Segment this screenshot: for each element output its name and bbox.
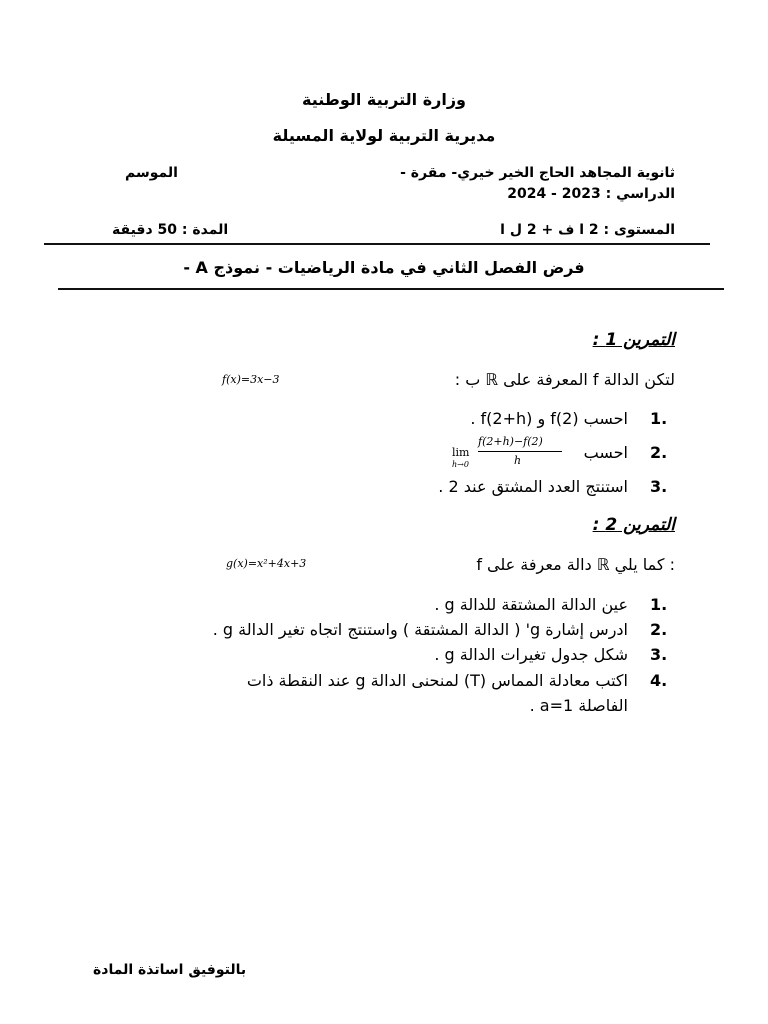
header-top-rule xyxy=(44,243,710,245)
school-year: الدراسي : 2023 - 2024 xyxy=(507,186,675,202)
school-name: ثانوية المجاهد الحاج الخير خيري- مقرة - xyxy=(400,165,675,181)
header-bottom-rule xyxy=(58,288,724,290)
exercise1-item2-text: احسب xyxy=(583,443,628,462)
exercise1-heading: التمرين 1 : xyxy=(592,330,675,350)
exercise2-item1-number: 1. xyxy=(650,595,668,614)
exercise2-item3-text: شكل جدول تغيرات الدالة g . xyxy=(434,645,628,664)
exercise2-item2-text: ادرس إشارة g' ( الدالة المشتقة ) واستنتج اتجاه تغير الدالة g . xyxy=(212,620,628,639)
duration-info: المدة : 50 دقيقة xyxy=(112,222,229,238)
exercise2-item2-number: 2. xyxy=(650,620,668,639)
exercise2-item4-text-cont: الفاصلة a=1 . xyxy=(529,696,628,715)
limit-label: lim xyxy=(452,446,470,459)
fraction-bar xyxy=(478,451,562,452)
exercise1-item3-number: 3. xyxy=(650,477,668,496)
exercise2-intro: f دالة معرفة على ℝ كما يلي : xyxy=(476,555,675,574)
footer-wish: بالتوفيق اساتذة المادة xyxy=(93,962,247,978)
level-info: المستوى : 2 ا ف + 2 ل ا xyxy=(500,222,675,238)
limit-denominator: h xyxy=(514,454,522,467)
exercise2-item4-text: اكتب معادلة المماس (T) لمنحنى الدالة g عند النقطة ذات xyxy=(246,671,628,690)
exercise1-item1-text: احسب f(2) و f(2+h) . xyxy=(470,409,628,428)
ministry-title: وزارة التربية الوطنية xyxy=(301,90,466,109)
exercise2-function: g(x)=x²+4x+3 xyxy=(226,557,307,570)
limit-expression xyxy=(452,434,564,470)
exercise2-item1-text: عين الدالة المشتقة للدالة g . xyxy=(434,595,628,614)
season-label: الموسم xyxy=(125,165,178,181)
directorate-title: مديرية التربية لولاية المسيلة xyxy=(272,126,496,145)
exercise1-intro: لتكن الدالة f المعرفة على ℝ ب : xyxy=(454,370,675,389)
exercise1-item1-number: 1. xyxy=(650,409,668,428)
exam-title: فرض الفصل الثاني في مادة الرياضيات - نموذج A - xyxy=(183,258,585,277)
exercise1-item2-number: 2. xyxy=(650,443,668,462)
exercise2-heading: التمرين 2 : xyxy=(592,515,675,535)
limit-subscript: h→0 xyxy=(452,460,469,469)
exercise2-item4-number: 4. xyxy=(650,671,668,690)
exercise2-item3-number: 3. xyxy=(650,645,668,664)
exercise1-item3-text: استنتج العدد المشتق عند 2 . xyxy=(438,477,628,496)
exercise1-function: f(x)=3x−3 xyxy=(222,373,280,386)
limit-numerator: f(2+h)−f(2) xyxy=(478,435,543,448)
